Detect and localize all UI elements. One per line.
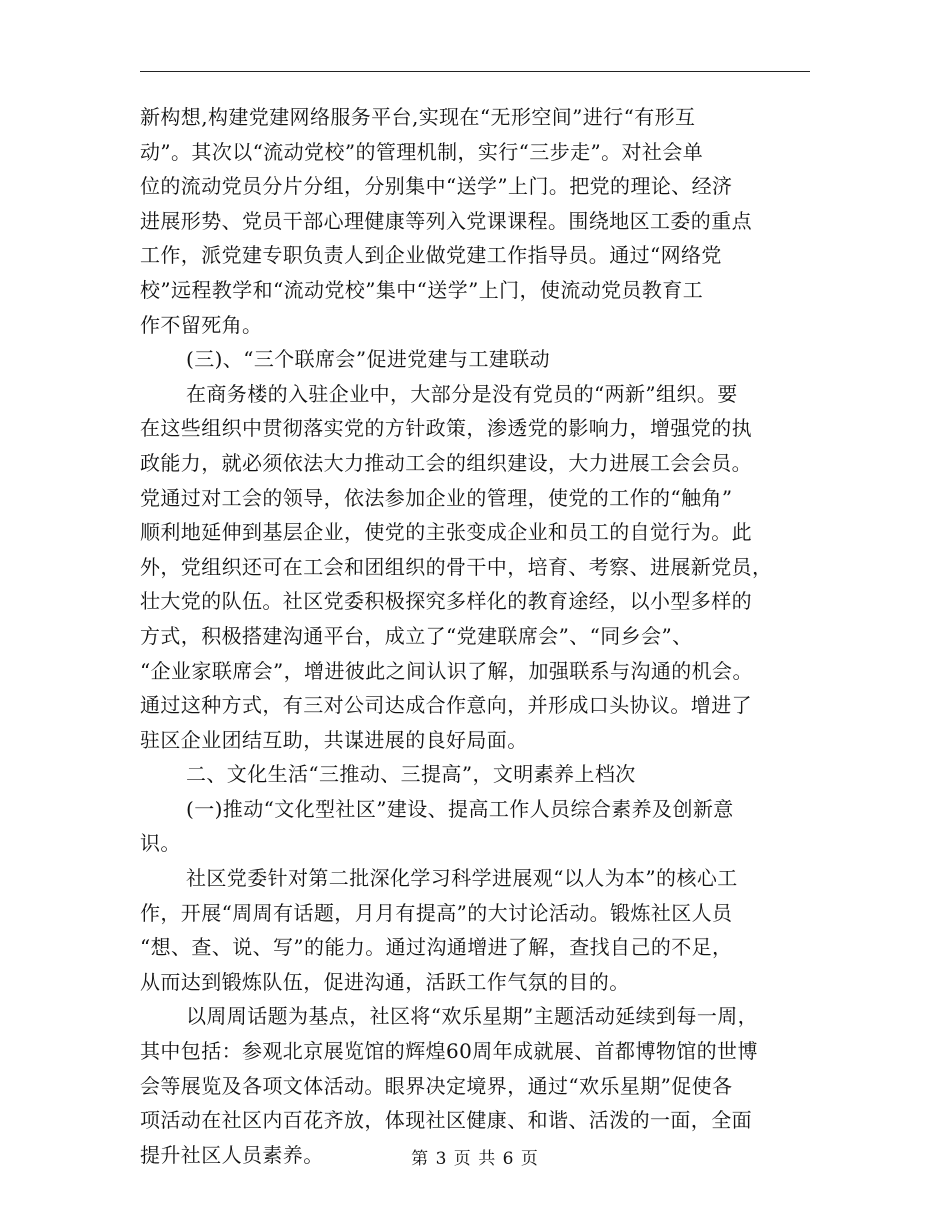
- text-line: 社区党委针对第二批深化学习科学进展观“以人为本”的核心工: [186, 866, 738, 891]
- text-line: 壮大党的队伍。社区党委积极探究多样化的教育途经，以小型多样的: [140, 589, 752, 614]
- text-line: (一)推动“文化型社区”建设、提高工作人员综合素养及创新意: [186, 796, 734, 821]
- header-rule: [140, 71, 810, 72]
- page-number: 第 3 页 共 6 页: [411, 1149, 539, 1169]
- text-line: 进展形势、党员干部心理健康等列入党课课程。围绕地区工委的重点: [140, 208, 752, 233]
- text-line: “企业家联席会”，增进彼此之间认识了解，加强联系与沟通的机会。: [140, 658, 753, 683]
- text-line: 识。: [140, 831, 181, 856]
- text-line: 作，开展“周周有话题，月月有提高”的大讨论活动。锻炼社区人员: [140, 900, 733, 925]
- text-line: 动”。其次以“流动党校”的管理机制，实行“三步走”。对社会单: [140, 139, 704, 164]
- text-line: 项活动在社区内百花齐放，体现社区健康、和谐、活泼的一面，全面: [140, 1108, 752, 1133]
- text-line: 政能力，就必须依法大力推动工会的组织建设，大力进展工会会员。: [140, 450, 752, 475]
- text-line: 工作，派党建专职负责人到企业做党建工作指导员。通过“网络党: [140, 243, 722, 268]
- text-line: 驻区企业团结互助，共谋进展的良好局面。: [140, 727, 528, 752]
- text-line: 位的流动党员分片分组，分别集中“送学”上门。把党的理论、经济: [140, 174, 733, 199]
- text-line: 顺利地延伸到基层企业，使党的主张变成企业和员工的自觉行为。此: [140, 520, 752, 545]
- text-line: 在这些组织中贯彻落实党的方针政策，渗透党的影响力，增强党的执: [140, 416, 752, 441]
- text-line: 二、文化生活“三推动、三提高”，文明素养上档次: [186, 762, 636, 787]
- text-line: 校”远程教学和“流动党校”集中“送学”上门，使流动党员教育工: [140, 277, 704, 302]
- text-line: 作不留死角。: [140, 312, 263, 337]
- text-line: 在商务楼的入驻企业中，大部分是没有党员的“两新”组织。要: [186, 381, 738, 406]
- text-line: “想、查、说、写”的能力。通过沟通增进了解，查找自己的不足，: [140, 935, 733, 960]
- text-line: 会等展览及各项文体活动。眼界决定境界，通过“欢乐星期”促使各: [140, 1073, 733, 1098]
- text-line: 外，党组织还可在工会和团组织的骨干中，培育、考察、进展新党员，: [140, 554, 773, 579]
- text-line: 新构想,构建党建网络服务平台,实现在“无形空间”进行“有形互: [140, 105, 696, 129]
- document-body: [140, 100, 810, 1172]
- text-line: 其中包括：参观北京展览馆的辉煌60周年成就展、首都博物馆的世博: [140, 1039, 758, 1064]
- text-line: 提升社区人员素养。: [140, 1142, 324, 1167]
- text-line: 党通过对工会的领导，依法参加企业的管理，使党的工作的“触角”: [140, 485, 733, 510]
- text-line: 方式，积极搭建沟通平台，成立了“党建联席会”、“同乡会”、: [140, 623, 693, 648]
- text-line: 从而达到锻炼队伍，促进沟通，活跃工作气氛的目的。: [140, 969, 630, 994]
- text-line: 通过这种方式，有三对公司达成合作意向，并形成口头协议。增进了: [140, 693, 752, 718]
- text-line: (三)、“三个联席会”促进党建与工建联动: [186, 347, 551, 372]
- text-line: 以周周话题为基点，社区将“欢乐星期”主题活动延续到每一周，: [186, 1004, 759, 1029]
